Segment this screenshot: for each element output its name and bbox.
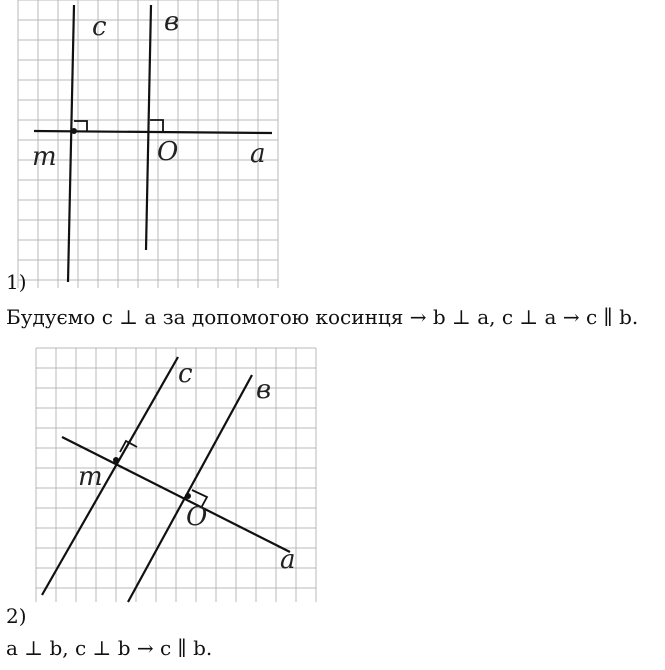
label-a-1: a [250,139,266,169]
caption-2: a ⊥ b, c ⊥ b → c ∥ b. [6,636,213,660]
point-m-1 [71,128,77,134]
label-o-1: O [157,137,179,167]
line-a-1 [34,131,272,133]
point-m-2 [113,457,119,463]
label-m-1: m [32,142,57,172]
label-o-2: O [186,502,208,532]
part-number-2: 2) [6,604,27,628]
point-o-2 [185,493,191,499]
label-c-1: c [92,12,107,42]
label-a-2: a [280,545,296,575]
right-angle-mark-m-2 [120,441,137,452]
label-c-2: c [178,359,193,389]
line-c-2 [42,357,178,595]
part-number-1: 1) [6,270,27,294]
right-angle-mark-o-1 [150,120,163,132]
label-m-2: m [78,462,103,492]
label-b-2: в [256,375,272,405]
caption-1: Будуємо c ⊥ a за допомогою косинця → b ⊥ a, c ⊥ a → c ∥ b. [6,305,639,329]
diagram-1 [0,0,300,295]
diagram-2 [0,340,320,605]
line-b-1 [146,5,151,250]
label-b-1: в [164,7,180,37]
